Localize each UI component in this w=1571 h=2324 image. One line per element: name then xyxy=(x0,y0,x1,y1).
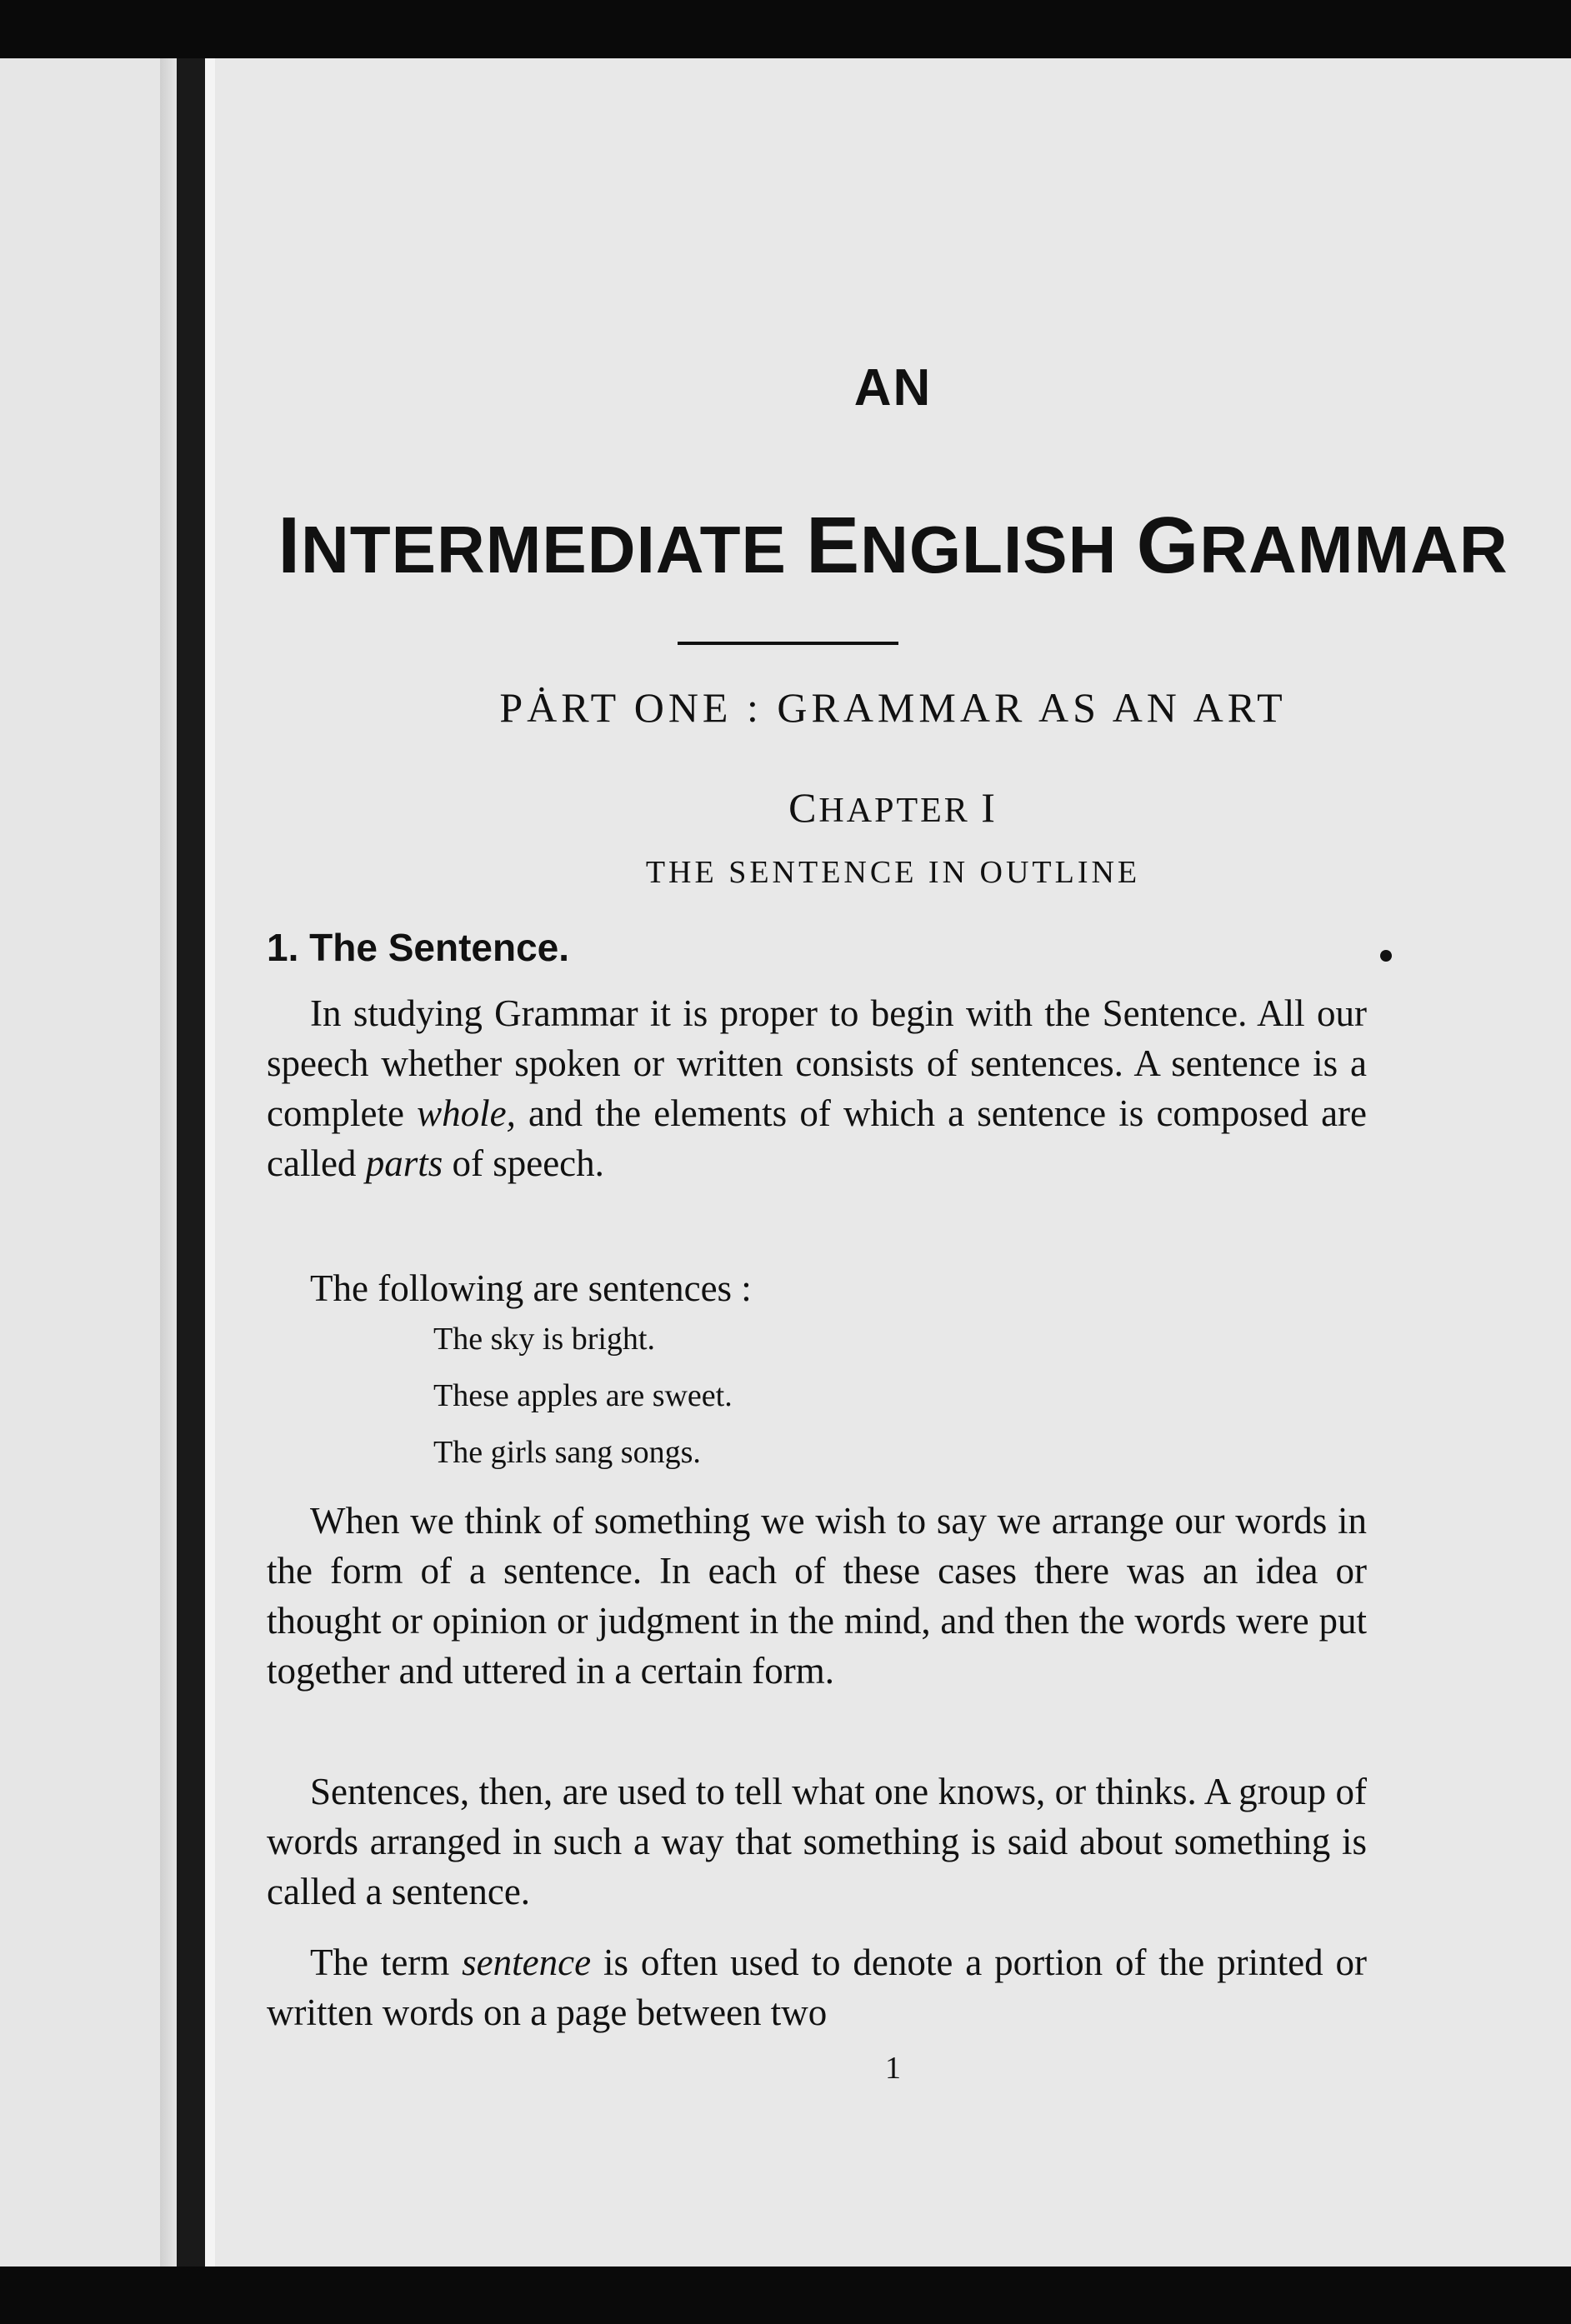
title-word-3-cap: G xyxy=(1136,501,1200,590)
chapter-number: I xyxy=(981,784,998,831)
paragraph-1-text-b: and the elements of which a sentence is composed are called xyxy=(267,1092,1367,1184)
title-divider xyxy=(678,642,898,645)
book-title-line1: AN xyxy=(853,359,933,417)
paragraph-1-text-c: of speech. xyxy=(443,1142,604,1184)
facing-page xyxy=(0,58,177,2267)
book-title xyxy=(215,500,1571,592)
title-word-1-cap: I xyxy=(278,501,302,590)
chapter-label-rest: HAPTER xyxy=(818,792,970,830)
paragraph-5 xyxy=(267,1937,1367,2037)
paragraph-3: When we think of something we wish to say we arrange our words in the form of a sentence. In each of these cases there was an idea or thought or opinion or judgment in the mind, and then the words were put together and uttered in a certain form. xyxy=(267,1500,1367,1692)
paragraph-5-text-b: is often used to denote a portion of the printed or written words on a page between two xyxy=(267,1942,1367,2033)
title-word-3-rest: RAMMAR xyxy=(1199,512,1508,587)
paragraph-1 xyxy=(267,988,1367,1188)
part-heading: PȦRT ONE : GRAMMAR AS AN ART xyxy=(499,684,1287,731)
example-sentence-2: These apples are sweet. xyxy=(433,1378,733,1413)
chapter-label-cap: C xyxy=(788,784,819,831)
chapter-label xyxy=(215,783,1571,832)
section-heading: 1. The Sentence. xyxy=(267,926,570,969)
page-number: 1 xyxy=(885,2051,901,2086)
title-word-2-rest: NGLISH xyxy=(860,512,1118,587)
paragraph-4: Sentences, then, are used to tell what one knows, or thinks. A group of words arranged in such a way that something is said about something is called a sentence. xyxy=(267,1771,1367,1912)
chapter-title: THE SENTENCE IN OUTLINE xyxy=(645,855,1141,890)
example-sentence-3: The girls sang songs. xyxy=(433,1435,701,1470)
title-word-1-rest: NTERMEDIATE xyxy=(301,512,787,587)
paragraph-5-text-a: The term xyxy=(310,1942,463,1983)
emphasis-parts: parts xyxy=(365,1142,443,1184)
paragraph-2: The following are sentences : xyxy=(310,1267,752,1309)
book-page xyxy=(205,58,1571,2267)
book-gutter xyxy=(177,58,205,2267)
emphasis-sentence: sentence xyxy=(462,1942,592,1983)
emphasis-whole: whole, xyxy=(417,1092,516,1134)
example-sentence-1: The sky is bright. xyxy=(433,1322,655,1357)
title-word-2-cap: E xyxy=(806,501,861,590)
margin-dot xyxy=(1380,950,1392,962)
paragraph-1-text-a: In studying Grammar it is proper to begin with the Sentence. All our speech whether spoken or written consists of sentences. A sentence is a complete xyxy=(267,992,1367,1134)
